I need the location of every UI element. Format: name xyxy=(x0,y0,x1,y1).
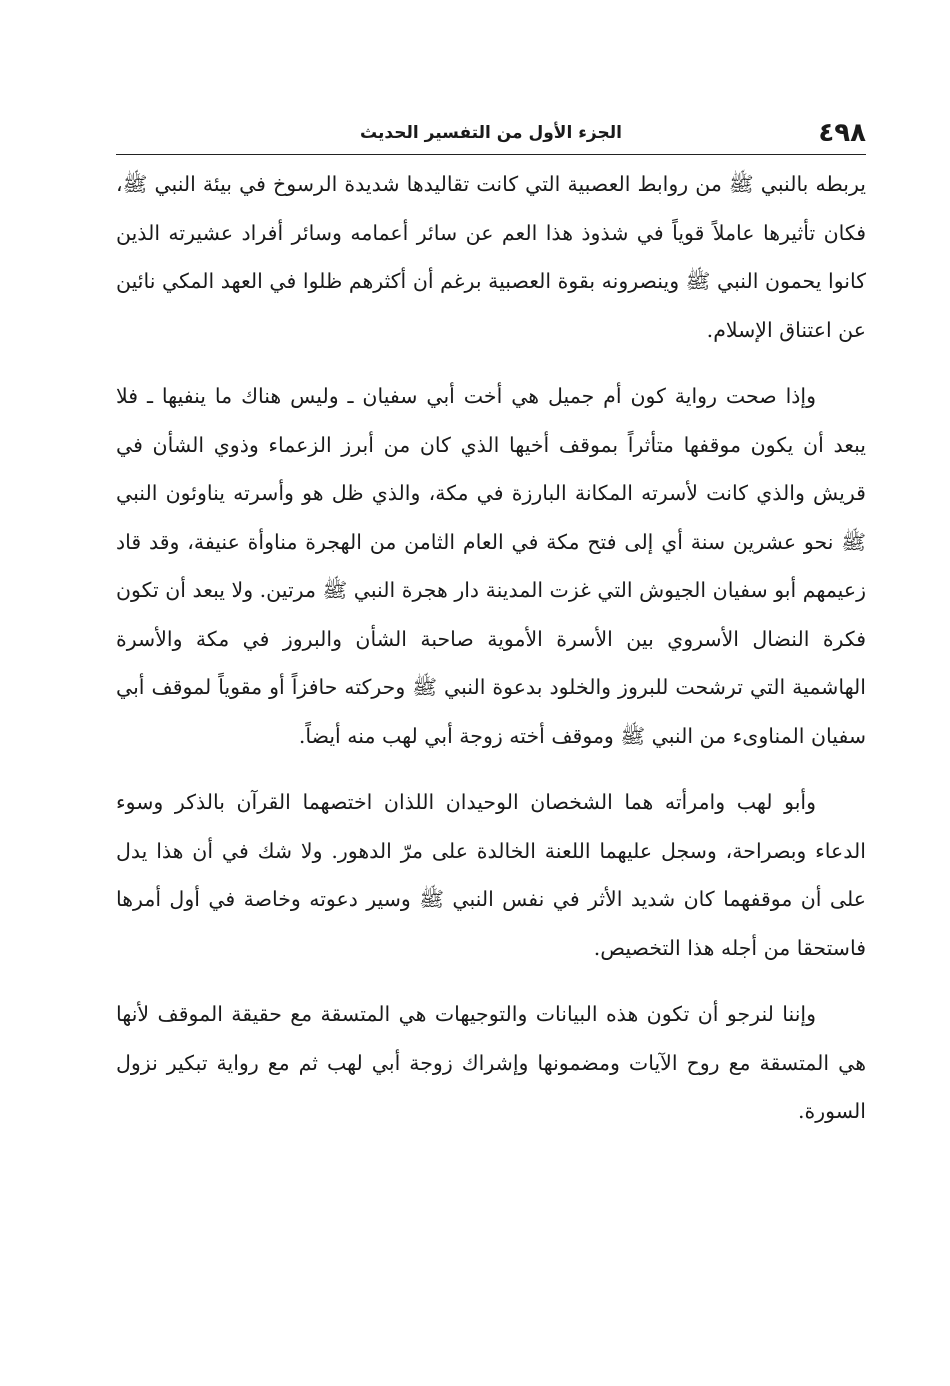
paragraph-2: وإذا صحت رواية كون أم جميل هي أخت أبي سفيان ـ وليس هناك ما ينفيها ـ فلا يبعد أن يكون موقفها متأثراً بموقف أخيها الذي كان من أبرز الزعماء وذوي الشأن في قريش والذي كانت لأسرته المكانة البارزة في مكة، والذي ظل هو وأسرته يناوئون النبي ﷺ نحو عشرين سنة أي إلى فتح مكة في العام الثامن من الهجرة مناوأة عنيفة، وقد قاد زعيمهم أبو سفيان الجيوش التي غزت المدينة دار هجرة النبي ﷺ مرتين. ولا يبعد أن تكون فكرة النضال الأسروي بين الأسرة الأموية صاحبة الشأن والبروز في مكة والأسرة الهاشمية التي ترشحت للبروز والخلود بدعوة النبي ﷺ وحركته حافزاً أو مقوياً لموقف أبي سفيان المناوىء من النبي ﷺ وموقف أخته زوجة أبي لهب منه أيضاً. xyxy=(116,384,866,748)
paragraph-1: يربطه بالنبي ﷺ من روابط العصبية التي كانت تقاليدها شديدة الرسوخ في بيئة النبي ﷺ، فكان تأثيرها عاملاً قوياً في شذوذ هذا العم عن سائر أعمامه وسائر أفراد عشيرته الذين كانوا يحمون النبي ﷺ وينصرونه بقوة العصبية برغم أن أكثرهم ظلوا في العهد المكي نائين عن اعتناق الإسلام. xyxy=(116,172,866,342)
running-title: الجزء الأول من التفسير الحديث xyxy=(360,123,622,143)
page-number: ٤٩٨ xyxy=(818,118,866,148)
body-text xyxy=(116,160,866,1154)
paragraph-3: وأبو لهب وامرأته هما الشخصان الوحيدان اللذان اختصهما القرآن بالذكر وسوء الدعاء وبصراحة، وسجل عليهما اللعنة الخالدة على مرّ الدهور. ولا شك في أن هذا يدل على أن موقفهما كان شديد الأثر في نفس النبي ﷺ وسير دعوته وخاصة في أول أمرها فاستحقا من أجله هذا التخصيص. xyxy=(116,790,866,960)
paragraph-4: وإننا لنرجو أن تكون هذه البيانات والتوجيهات هي المتسقة مع حقيقة الموقف لأنها هي المتسقة مع روح الآيات ومضمونها وإشراك زوجة أبي لهب ثم مع رواية تبكير نزول السورة. xyxy=(116,1002,866,1123)
running-header xyxy=(116,110,866,154)
header-divider xyxy=(116,154,866,155)
